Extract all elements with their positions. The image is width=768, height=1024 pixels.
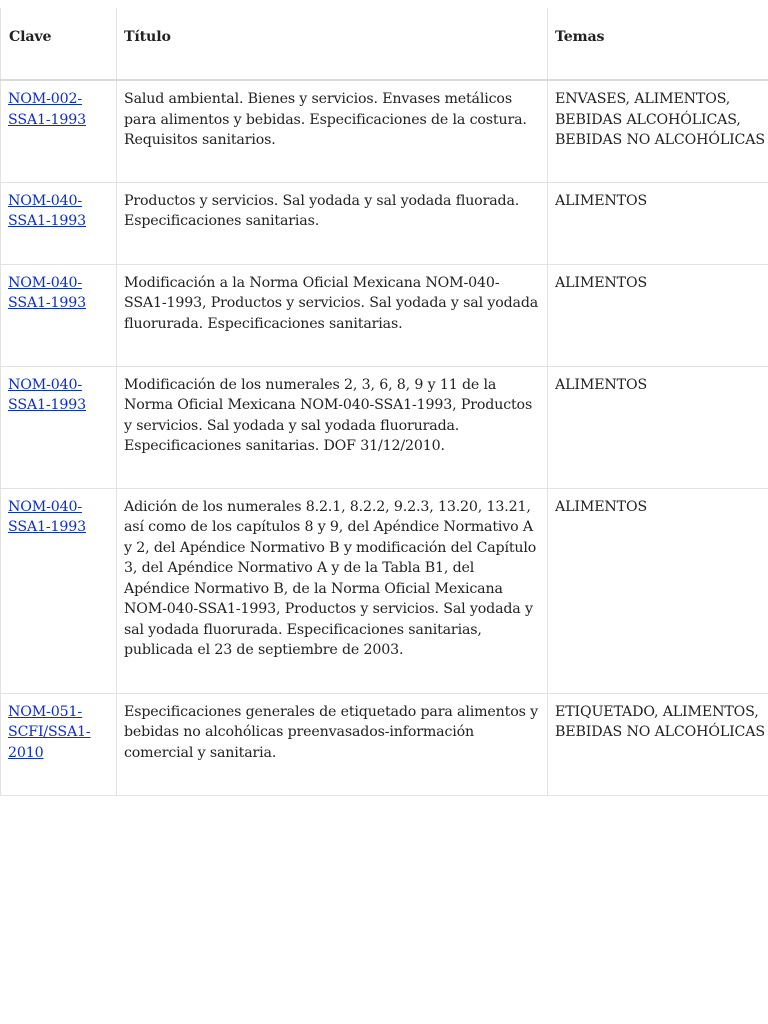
temas-cell xyxy=(548,264,768,366)
clave-cell xyxy=(1,693,117,795)
titulo-cell: Modificación de los numerales 2, 3, 6, 8, 9 y 11 de la Norma Oficial Mexicana NOM-040-SSA1-1993, Productos y servicios. Sal yodada y sal yodada fluorurada. Especificaciones sanitarias. DOF 31/12/2010. xyxy=(117,366,548,488)
temas-cell xyxy=(548,80,768,182)
normas-table xyxy=(0,8,768,796)
header-clave: Clave xyxy=(1,8,117,80)
temas-text: ALIMENTOS xyxy=(555,498,648,515)
temas-cell xyxy=(548,488,768,693)
clave-cell xyxy=(1,264,117,366)
table-row xyxy=(1,488,768,693)
header-titulo: Título xyxy=(117,8,548,80)
table-row xyxy=(1,80,768,182)
temas-text: ENVASES, ALIMENTOS, xyxy=(555,91,731,107)
temas-text: ETIQUETADO, ALIMENTOS, xyxy=(555,703,759,720)
clave-text: NOM-051- xyxy=(8,703,83,720)
clave-text: SSA1-1993 xyxy=(8,519,87,535)
clave-text: NOM-040- xyxy=(8,498,83,515)
temas-cell xyxy=(548,693,768,795)
table-row xyxy=(1,264,768,366)
temas-text: BEBIDAS NO ALCOHÓLICAS xyxy=(555,132,765,148)
temas-cell xyxy=(548,182,768,264)
clave-link[interactable] xyxy=(8,499,86,536)
titulo-cell: Salud ambiental. Bienes y servicios. Envases metálicos para alimentos y bebidas. Especificaciones de la costura. Requisitos sanitarios. xyxy=(117,80,548,182)
titulo-cell: Modificación a la Norma Oficial Mexicana NOM-040-SSA1-1993, Productos y servicios. Sal yodada y sal yodada fluorurada. Especificaciones sanitarias. xyxy=(117,264,548,366)
clave-text: 2010 xyxy=(8,744,44,761)
temas-text: ALIMENTOS xyxy=(555,274,648,291)
clave-cell xyxy=(1,366,117,488)
temas-text: BEBIDAS NO ALCOHÓLICAS xyxy=(555,724,765,740)
titulo-cell: Especificaciones generales de etiquetado para alimentos y bebidas no alcohólicas preenvasados-información comercial y sanitaria. xyxy=(117,693,548,795)
clave-text: SSA1-1993 xyxy=(8,213,87,229)
clave-text: NOM-002- xyxy=(8,91,83,107)
temas-text: BEBIDAS ALCOHÓLICAS, xyxy=(555,111,741,128)
table-row xyxy=(1,182,768,264)
clave-text: SSA1-1993 xyxy=(8,295,87,311)
clave-link[interactable] xyxy=(8,377,86,414)
clave-link[interactable] xyxy=(8,91,86,128)
clave-text: NOM-040- xyxy=(8,274,83,291)
table-header-row xyxy=(1,8,768,80)
clave-link[interactable] xyxy=(8,704,91,761)
clave-text: SSA1-1993 xyxy=(8,111,87,128)
clave-text: NOM-040- xyxy=(8,376,83,393)
clave-link[interactable] xyxy=(8,193,86,230)
table-row xyxy=(1,366,768,488)
titulo-cell: Adición de los numerales 8.2.1, 8.2.2, 9.2.3, 13.20, 13.21, así como de los capítulos 8 y 9, del Apéndice Normativo A y 2, del Apéndice Normativo B y modificación del Capítulo 3, del Apéndice Normativo A y de la Tabla B1, del Apéndice Normativo B, de la Norma Oficial Mexicana NOM-040-SSA1-1993, Productos y servicios. Sal yodada y sal yodada fluorurada. Especificaciones sanitarias, publicada el 23 de septiembre de 2003. xyxy=(117,488,548,693)
clave-cell xyxy=(1,80,117,182)
temas-cell xyxy=(548,366,768,488)
titulo-cell: Productos y servicios. Sal yodada y sal yodada fluorada. Especificaciones sanitarias. xyxy=(117,182,548,264)
clave-text: SCFI/SSA1- xyxy=(8,724,91,740)
header-temas: Temas xyxy=(548,8,768,80)
clave-text: NOM-040- xyxy=(8,192,83,209)
temas-text: ALIMENTOS xyxy=(555,192,648,209)
table-row xyxy=(1,693,768,795)
clave-link[interactable] xyxy=(8,275,86,312)
temas-text: ALIMENTOS xyxy=(555,376,648,393)
clave-cell xyxy=(1,182,117,264)
clave-text: SSA1-1993 xyxy=(8,397,87,413)
clave-cell xyxy=(1,488,117,693)
